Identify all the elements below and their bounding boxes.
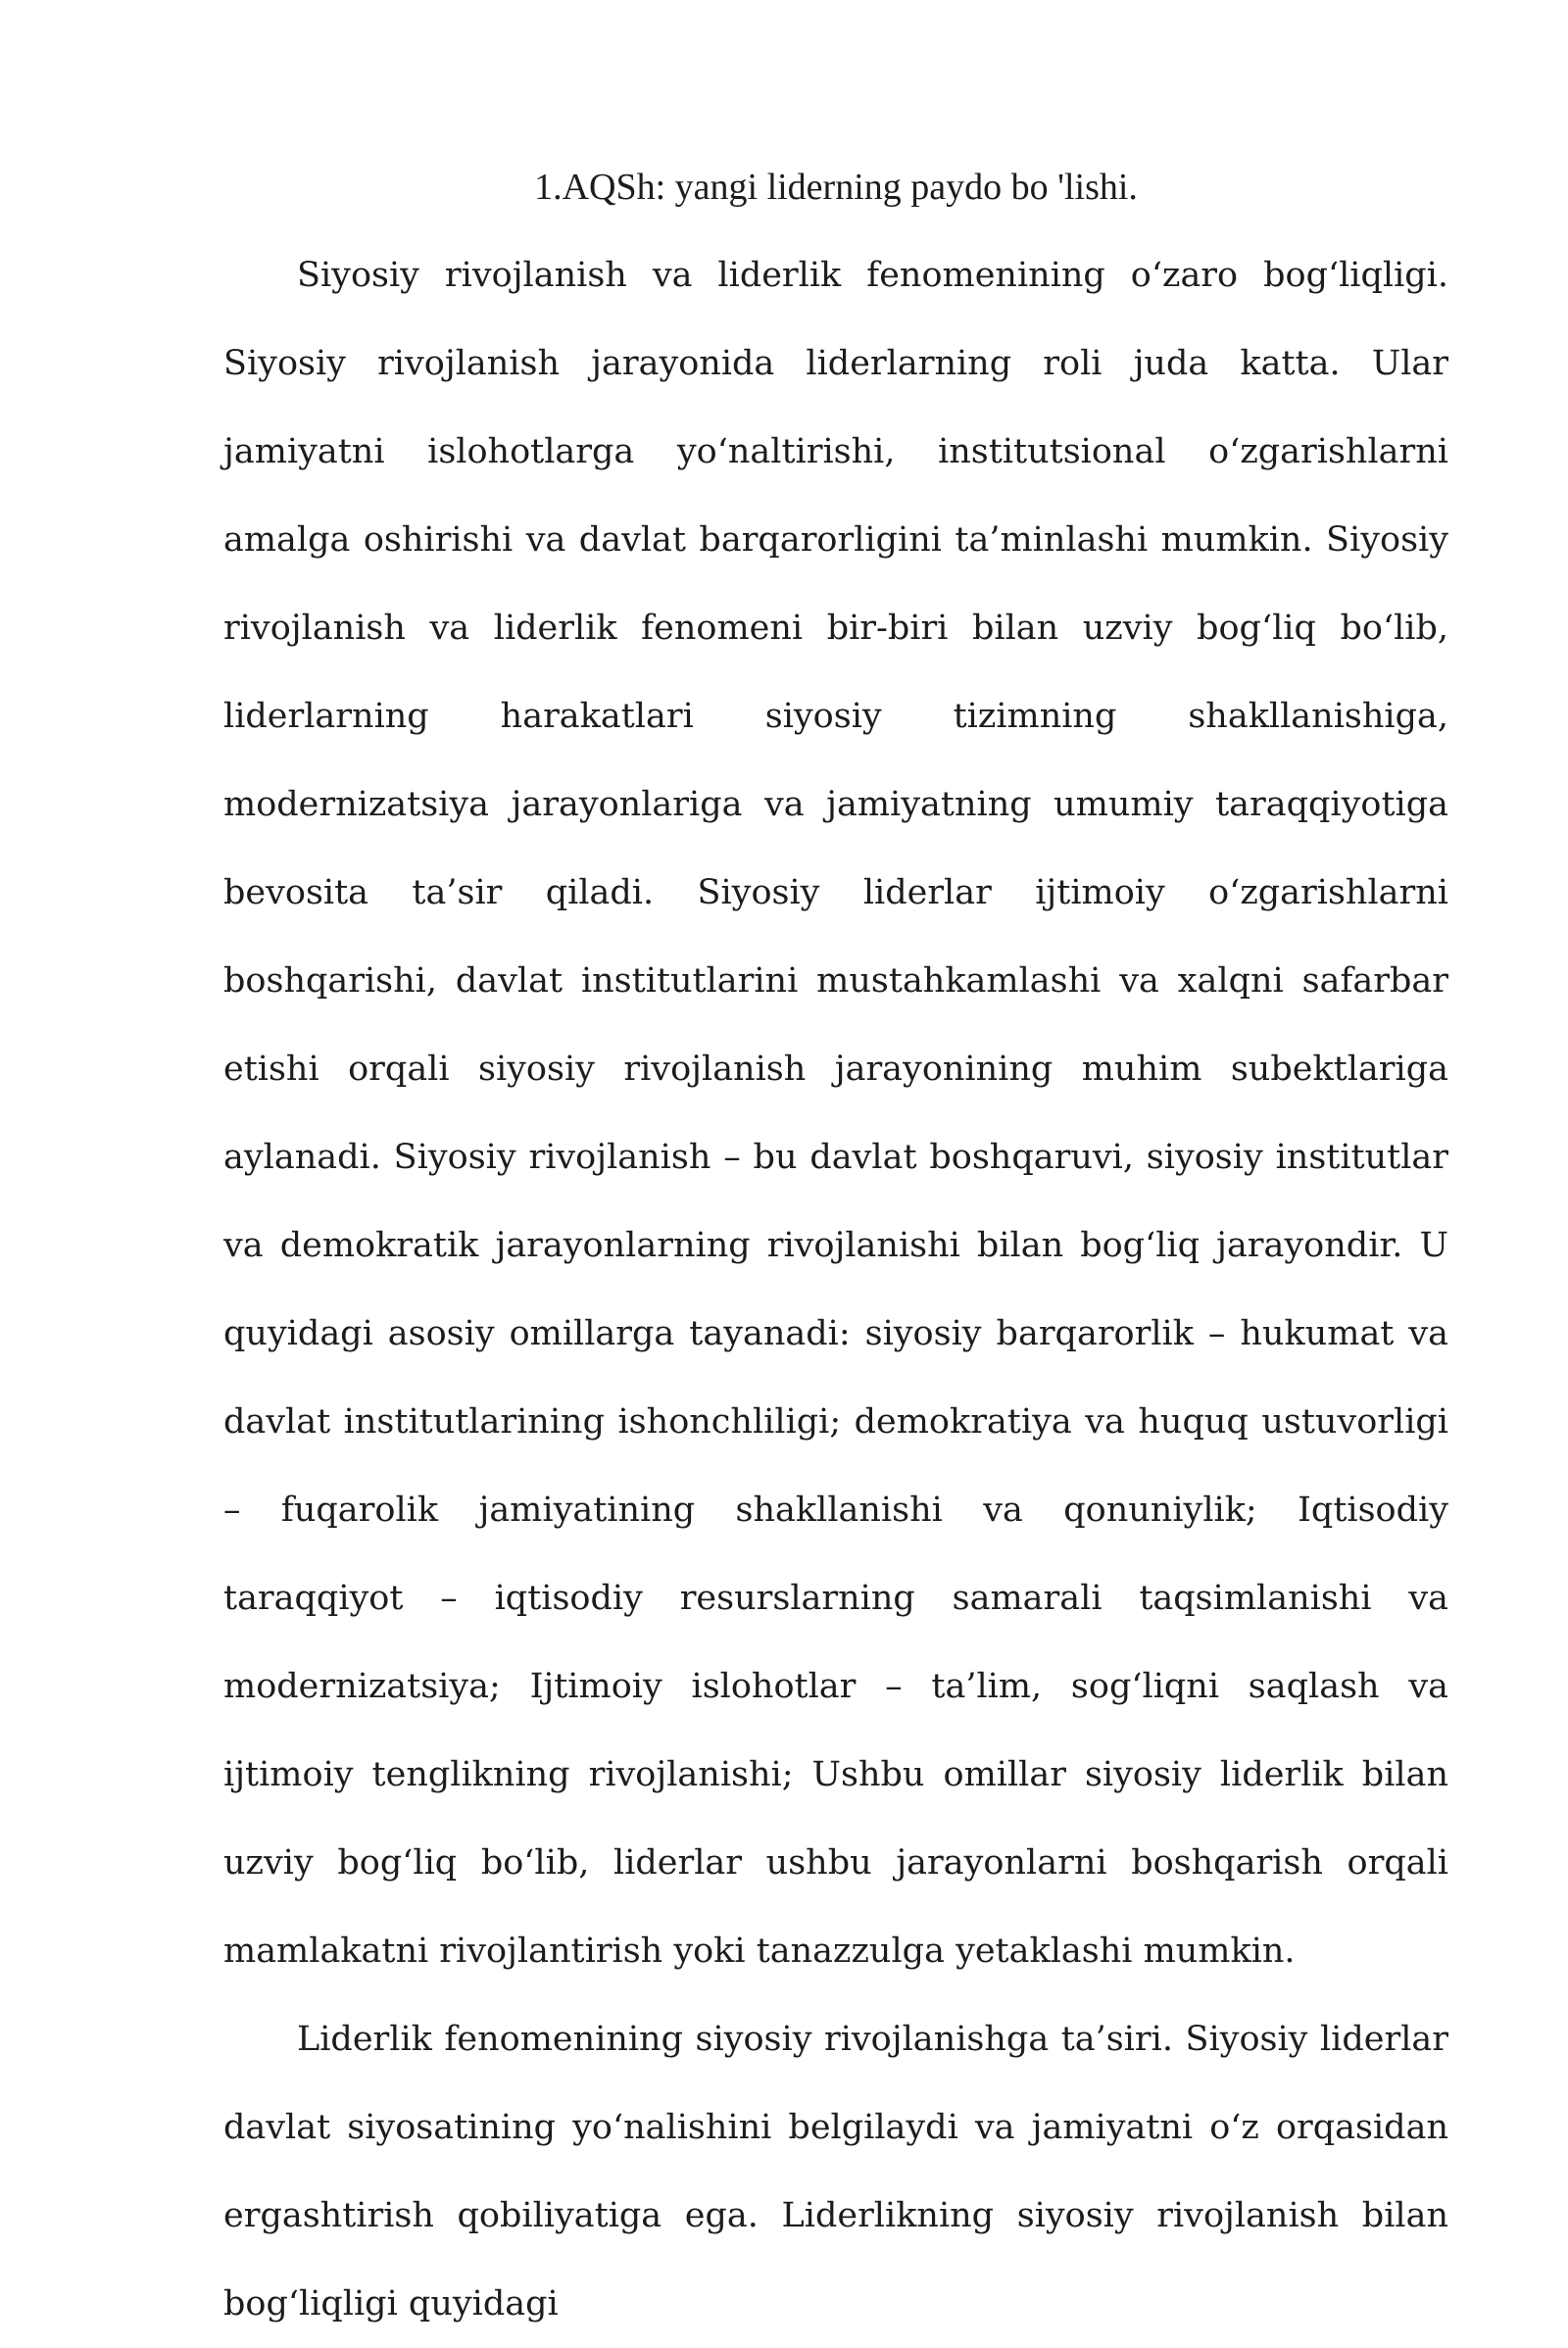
paragraph-2: Liderlik fenomenining siyosiy rivojlanishga ta’siri. Siyosiy liderlar davlat siyosatining yo‘nalishini belgilaydi va jamiyatni o‘z orqasidan ergashtirish qobiliyatiga ega. Liderlikning siyosiy rivojlanish bilan bog‘liqligi quyidagi bbox=[223, 2020, 1448, 2324]
section-title: 1.AQSh: yangi liderning paydo bo 'lishi. bbox=[534, 167, 1138, 208]
paragraph-1: Siyosiy rivojlanish va liderlik fenomenining o‘zaro bog‘liqligi. Siyosiy rivojlanish jarayonida liderlarning roli juda katta. Ular jamiyatni islohotlarga yo‘naltirishi, institutsional o‘zgarishlarni amalga oshirishi va davlat barqarorligini ta’minlashi mumkin. Siyosiy rivojlanish va liderlik fenomeni bir-biri bilan uzviy bog‘liq bo‘lib, liderlarning harakatlari siyosiy tizimning shakllanishiga, modernizatsiya jarayonlariga va jamiyatning umumiy taraqqiyotiga bevosita ta’sir qiladi. Siyosiy liderlar ijtimoiy o‘zgarishlarni boshqarishi, davlat institutlarini mustahkamlashi va xalqni safarbar etishi orqali siyosiy rivojlanish jarayonining muhim subektlariga aylanadi. Siyosiy rivojlanish – bu davlat boshqaruvi, siyosiy institutlar va demokratik jarayonlarning rivojlanishi bilan bog‘liq jarayondir. U quyidagi asosiy omillarga tayanadi: siyosiy barqarorlik – hukumat va davlat institutlarining ishonchliligi; demokratiya va huquq ustuvorligi – fuqarolik jamiyatining shakllanishi va qonuniylik; Iqtisodiy taraqqiyot – iqtisodiy resurslarning samarali taqsimlanishi va modernizatsiya; Ijtimoiy islohotlar – ta’lim, sog‘liqni saqlash va ijtimoiy tenglikning rivojlanishi; Ushbu omillar siyosiy liderlik bilan uzviy bog‘liq bo‘lib, liderlar ushbu jarayonlarni boshqarish orqali mamlakatni rivojlantirish yoki tanazzulga yetaklashi mumkin. bbox=[223, 256, 1448, 1971]
document-body bbox=[223, 143, 1448, 2348]
